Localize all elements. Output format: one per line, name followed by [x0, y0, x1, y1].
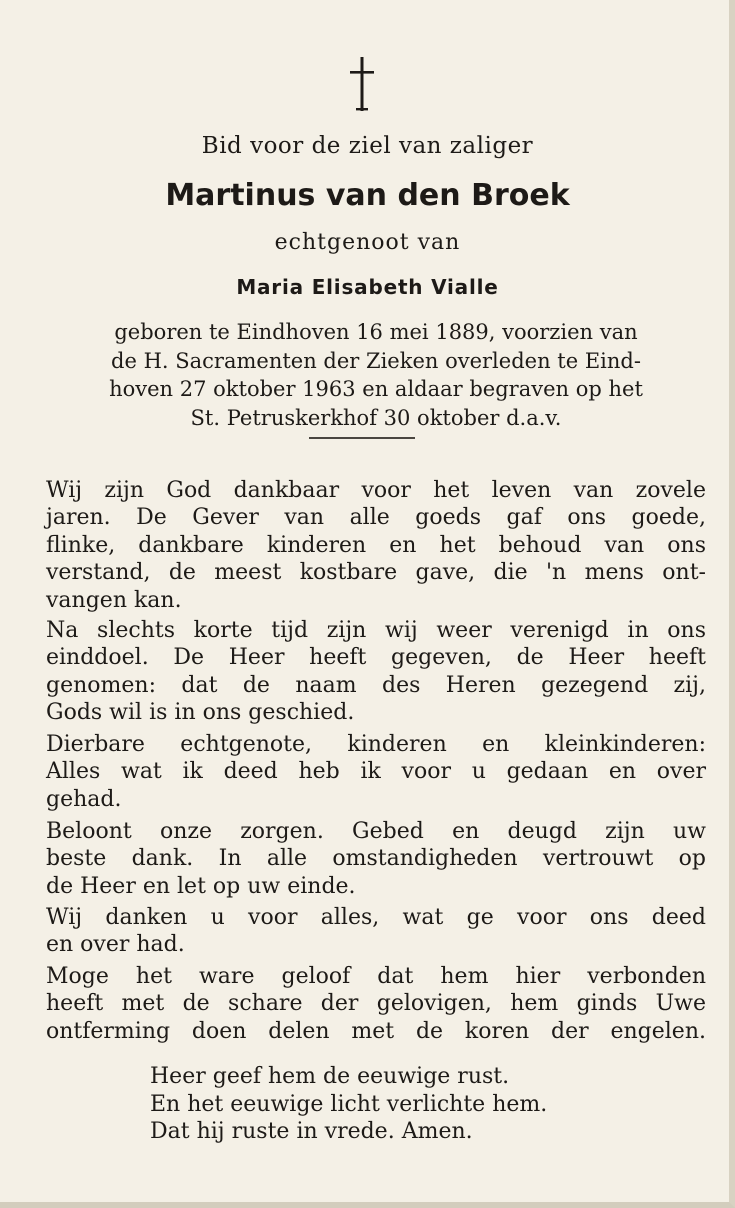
biography	[40, 318, 712, 433]
text-line: en over had.	[46, 932, 185, 958]
text-line: Dierbare echtgenote, kinderen en kleinkinderen:	[46, 732, 706, 757]
biography-line: hoven 27 oktober 1963 en aldaar begraven op het	[109, 377, 643, 402]
text-line: verstand, de meest kostbare gave, die 'n mens ont-	[46, 560, 706, 586]
prayer-line: En het eeuwige licht verlichte hem.	[150, 1091, 548, 1117]
text-line: gehad.	[46, 786, 122, 812]
text-line: Beloont onze zorgen. Gebed en deugd zijn uw	[46, 819, 706, 844]
text-line: de Heer en let op uw einde.	[46, 873, 356, 899]
paragraph-reunion	[46, 617, 706, 727]
biography-line: St. Petruskerkhof 30 oktober d.a.v.	[190, 406, 562, 431]
cross-icon	[348, 57, 376, 111]
spouse-name: Maria Elisabeth Vialle	[236, 275, 499, 299]
text-line: Na slechts korte tijd zijn wij weer verenigd in ons	[46, 618, 706, 643]
text-line: flinke, dankbare kinderen en het behoud van ons	[46, 532, 706, 558]
prayer-line: Heer geef hem de eeuwige rust.	[150, 1064, 510, 1089]
text-line: jaren. De Gever van alle goeds gaf ons goede,	[46, 505, 706, 531]
text-line: Wij danken u voor alles, wat ge voor ons deed	[46, 905, 706, 930]
text-line: ontferming doen delen met de koren der engelen.	[46, 1018, 706, 1044]
text-line: Moge het ware geloof dat hem hier verbonden	[46, 964, 706, 989]
text-line: beste dank. In alle omstandigheden vertrouwt op	[46, 846, 706, 872]
text-line: vangen kan.	[46, 587, 182, 613]
deceased-name: Martinus van den Broek	[165, 178, 570, 213]
text-line: Alles wat ik deed heb ik voor u gedaan en over	[46, 759, 706, 785]
paragraph-faith	[46, 963, 706, 1045]
text-line: einddoel. De Heer heeft gegeven, de Heer heeft	[46, 645, 706, 671]
closing-prayer	[150, 1063, 547, 1146]
paragraph-prayer-advice	[46, 818, 706, 900]
paragraph-family	[46, 731, 706, 813]
biography-line: geboren te Eindhoven 16 mei 1889, voorzien van	[114, 320, 638, 344]
prayer-line: Dat hij ruste in vrede. Amen.	[150, 1119, 473, 1144]
intro-line: Bid voor de ziel van zaliger	[201, 133, 534, 159]
text-line: Gods wil is in ons geschied.	[46, 700, 355, 726]
divider	[309, 437, 415, 439]
text-line: Wij zijn God dankbaar voor het leven van zovele	[46, 478, 706, 503]
paragraph-thanks	[46, 904, 706, 959]
paragraph-gratitude	[46, 477, 706, 614]
text-line: genomen: dat de naam des Heren gezegend zij,	[46, 672, 706, 698]
text-line: heeft met de schare der gelovigen, hem ginds Uwe	[46, 991, 706, 1017]
biography-line: de H. Sacramenten der Zieken overleden te Eind-	[111, 348, 641, 373]
relation-line: echtgenoot van	[274, 230, 461, 255]
